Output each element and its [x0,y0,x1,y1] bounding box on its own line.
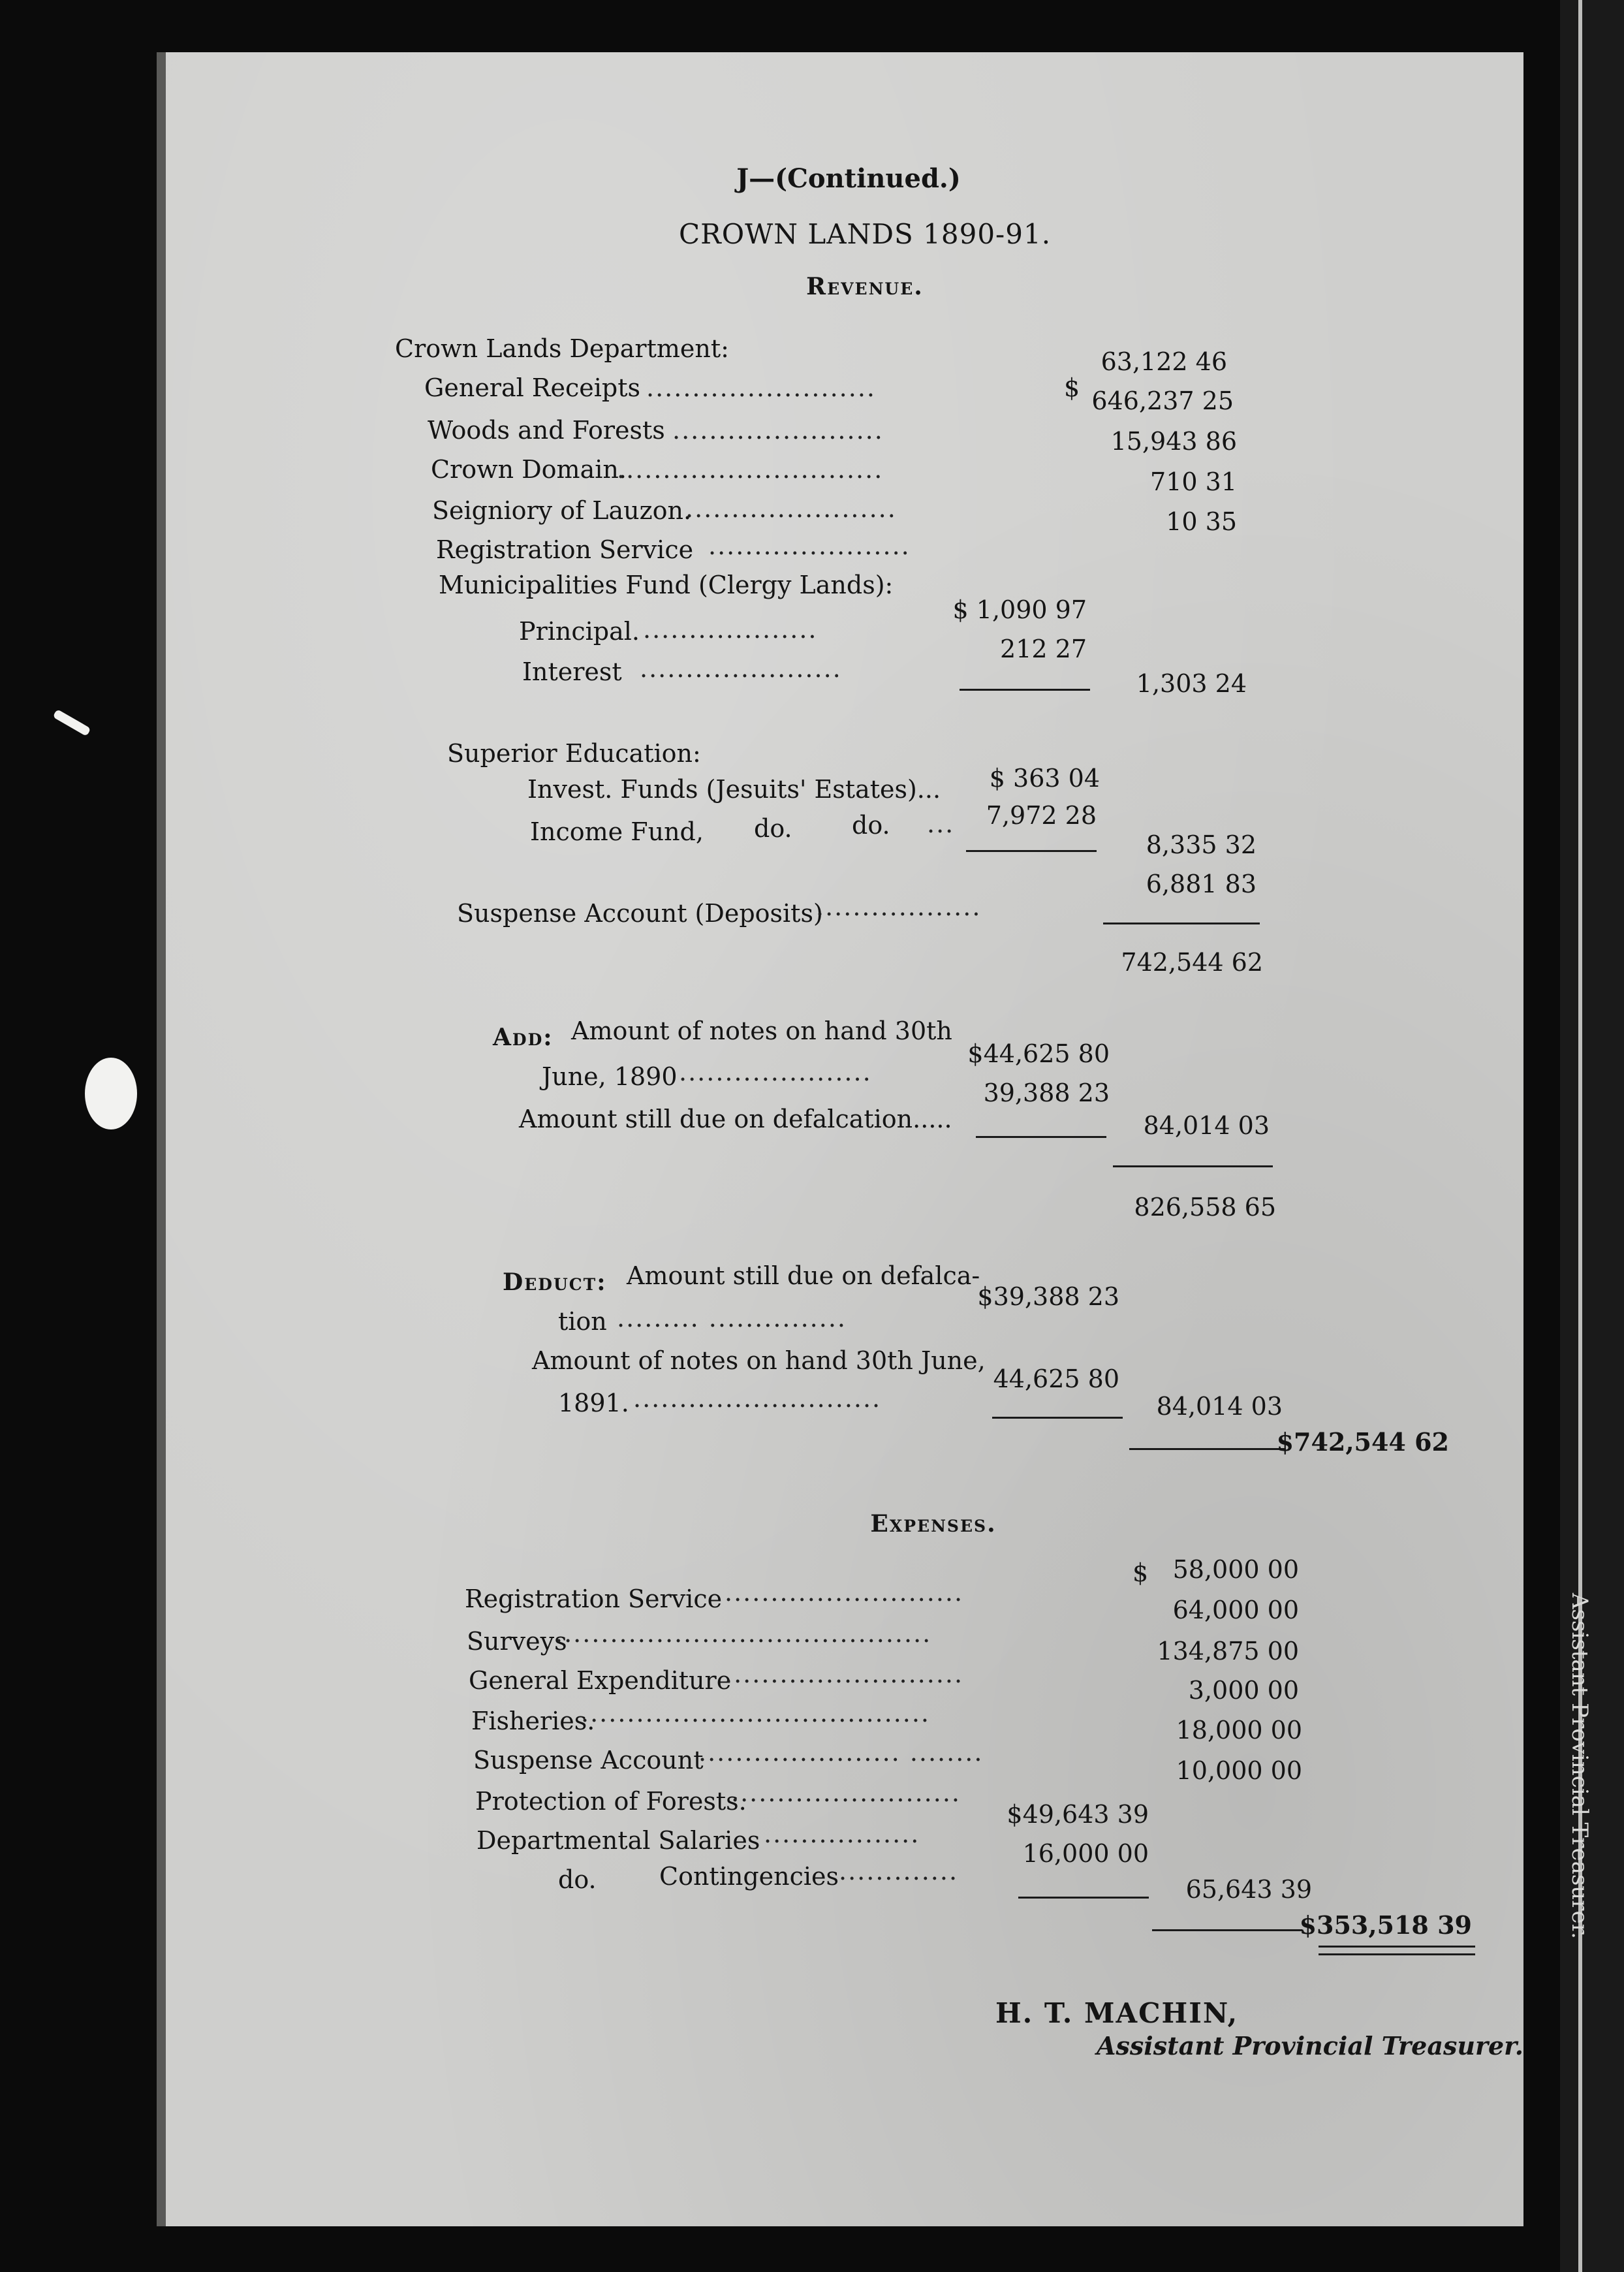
leader-dots: ......................... [646,373,876,402]
leader-dots: ............. [839,1857,959,1885]
exp-fisheries-label: Fisheries. [471,1707,595,1735]
exp-forests-label: Protection of Forests. [475,1787,747,1816]
income-fund-ditto-1: do. [754,814,792,843]
exp-suspense-label: Suspense Account [473,1746,704,1775]
deduct-label: Deduct: [503,1269,607,1296]
add-line-2: June, 1890 [542,1062,678,1091]
income-fund-amount: 7,972 28 [986,801,1097,830]
exp-fisheries-amount: 3,000 00 [1188,1676,1299,1705]
exp-departmental-total: 65,643 39 [1185,1875,1312,1904]
exp-salaries-amount: $49,643 39 [1007,1800,1149,1829]
income-fund-ditto-2: do. [852,811,890,840]
leader-dots: .................. [816,892,982,921]
leader-dots: ...................... ........ [698,1738,984,1767]
leader-dots: ............................. [617,455,884,484]
seigniory-label: Seigniory of Lauzon. [432,496,692,525]
leader-dots: ...................... [640,654,842,683]
exp-surveys-label: Surveys [467,1627,567,1656]
exp-suspense-amount: 18,000 00 [1176,1716,1302,1744]
double-rule-bottom [1319,1953,1475,1955]
crown-domain-label: Crown Domain. [431,455,627,484]
interest-label: Interest [522,657,622,686]
leader-dots: .......................... [725,1578,964,1607]
exp-general-label: General Expenditure [469,1666,732,1695]
deduct-line-2: tion [558,1307,607,1336]
expenses-heading: Expenses. [870,1510,997,1538]
crown-domain-amount: 15,943 86 [1110,427,1237,456]
double-rule-top [1319,1946,1475,1948]
add-amount-1: $44,625 80 [967,1039,1110,1068]
rule [1113,1165,1273,1167]
principal-amount: $ 1,090 97 [952,595,1087,624]
dollar-sign: $ [1064,373,1080,402]
leader-dots: ......... ............... [617,1304,847,1333]
deduct-amount-2: 44,625 80 [993,1365,1119,1393]
exp-contingencies-label: Contingencies [659,1862,839,1891]
exp-forests-amount: 10,000 00 [1176,1756,1302,1785]
exp-registration-label: Registration Service [465,1585,723,1613]
add-label: Add: [493,1024,554,1051]
expenses-grand-total: $353,518 39 [1299,1910,1472,1940]
exp-contingencies-amount: 16,000 00 [1022,1839,1149,1868]
seigniory-amount: 710 31 [1150,467,1237,496]
revenue-subtotal: 742,544 62 [1121,948,1263,977]
interest-amount: 212 27 [1000,635,1087,663]
leader-dots: ................... [643,615,818,644]
invest-funds-amount: $ 363 04 [989,764,1100,793]
leader-dots: ... [927,810,955,838]
deduct-total: 84,014 03 [1156,1392,1283,1421]
revenue-subtotal-2: 826,558 65 [1134,1193,1276,1222]
municipalities-label: Municipalities Fund (Clergy Lands): [439,571,894,599]
signature-name: H. T. MACHIN, [995,1997,1239,2029]
leader-dots: ..................... [679,1058,872,1086]
add-total: 84,014 03 [1143,1111,1270,1140]
deduct-amount-1: $39,388 23 [977,1282,1119,1311]
paper-damage [85,1058,137,1129]
general-receipts-amount: 63,122 46 [1101,347,1227,376]
dollar-sign: $ [1132,1558,1149,1587]
add-line-1: Amount of notes on hand 30th [571,1017,952,1045]
exp-surveys-amount: 64,000 00 [1172,1596,1299,1624]
deduct-line-4: 1891. [558,1389,629,1417]
woods-forests-amount: 646,237 25 [1091,387,1234,415]
page-title: CROWN LANDS 1890-91. [678,218,1052,250]
invest-funds-label: Invest. Funds (Jesuits' Estates)... [527,775,941,804]
add-line-3: Amount still due on defalcation..... [519,1105,952,1133]
superior-education-total: 8,335 32 [1146,830,1257,859]
leader-dots: ........................... [633,1384,882,1413]
registration-label: Registration Service [436,535,694,564]
deduct-line-3: Amount of notes on hand 30th June, [532,1346,986,1375]
exp-salaries-label: Departmental Salaries [476,1826,760,1855]
section-label: J—(Continued.) [736,163,961,194]
superior-education-label: Superior Education: [447,739,701,768]
add-amount-2: 39,388 23 [983,1079,1110,1107]
principal-label: Principal. [519,617,640,646]
leader-dots: ......................................... [555,1619,932,1648]
registration-amount: 10 35 [1166,507,1237,536]
municipalities-total: 1,303 24 [1136,669,1247,698]
leader-dots: ....................... [672,416,884,445]
leader-dots: ......................... [731,1778,961,1807]
suspense-amount: 6,881 83 [1146,870,1257,898]
margin-text: Assistant Provincial Treasurer. [1567,1593,1593,1939]
leader-dots: ...................... [708,531,911,560]
leader-dots: ................. [764,1820,920,1848]
revenue-heading: Revenue. [806,273,924,300]
revenue-grand-total: $742,544 62 [1276,1427,1449,1457]
exp-registration-amount: 58,000 00 [1172,1555,1299,1584]
leader-dots: .......................... [725,1660,964,1688]
rule [1152,1929,1302,1931]
leader-dots: ...................................... [581,1699,931,1728]
general-receipts-label: General Receipts [424,373,640,402]
exp-general-amount: 134,875 00 [1157,1637,1299,1665]
department-label: Crown Lands Department: [395,334,729,363]
exp-contingencies-ditto: do. [558,1865,597,1894]
income-fund-label: Income Fund, [530,817,704,846]
leader-dots: ....................... [685,494,897,523]
rule [1103,923,1260,924]
signature-title: Assistant Provincial Treasurer. [1097,2031,1523,2060]
woods-forests-label: Woods and Forests [428,416,665,445]
paper-damage [53,709,91,736]
deduct-line-1: Amount still due on defalca- [627,1261,980,1290]
suspense-label: Suspense Account (Deposits) [457,899,823,928]
